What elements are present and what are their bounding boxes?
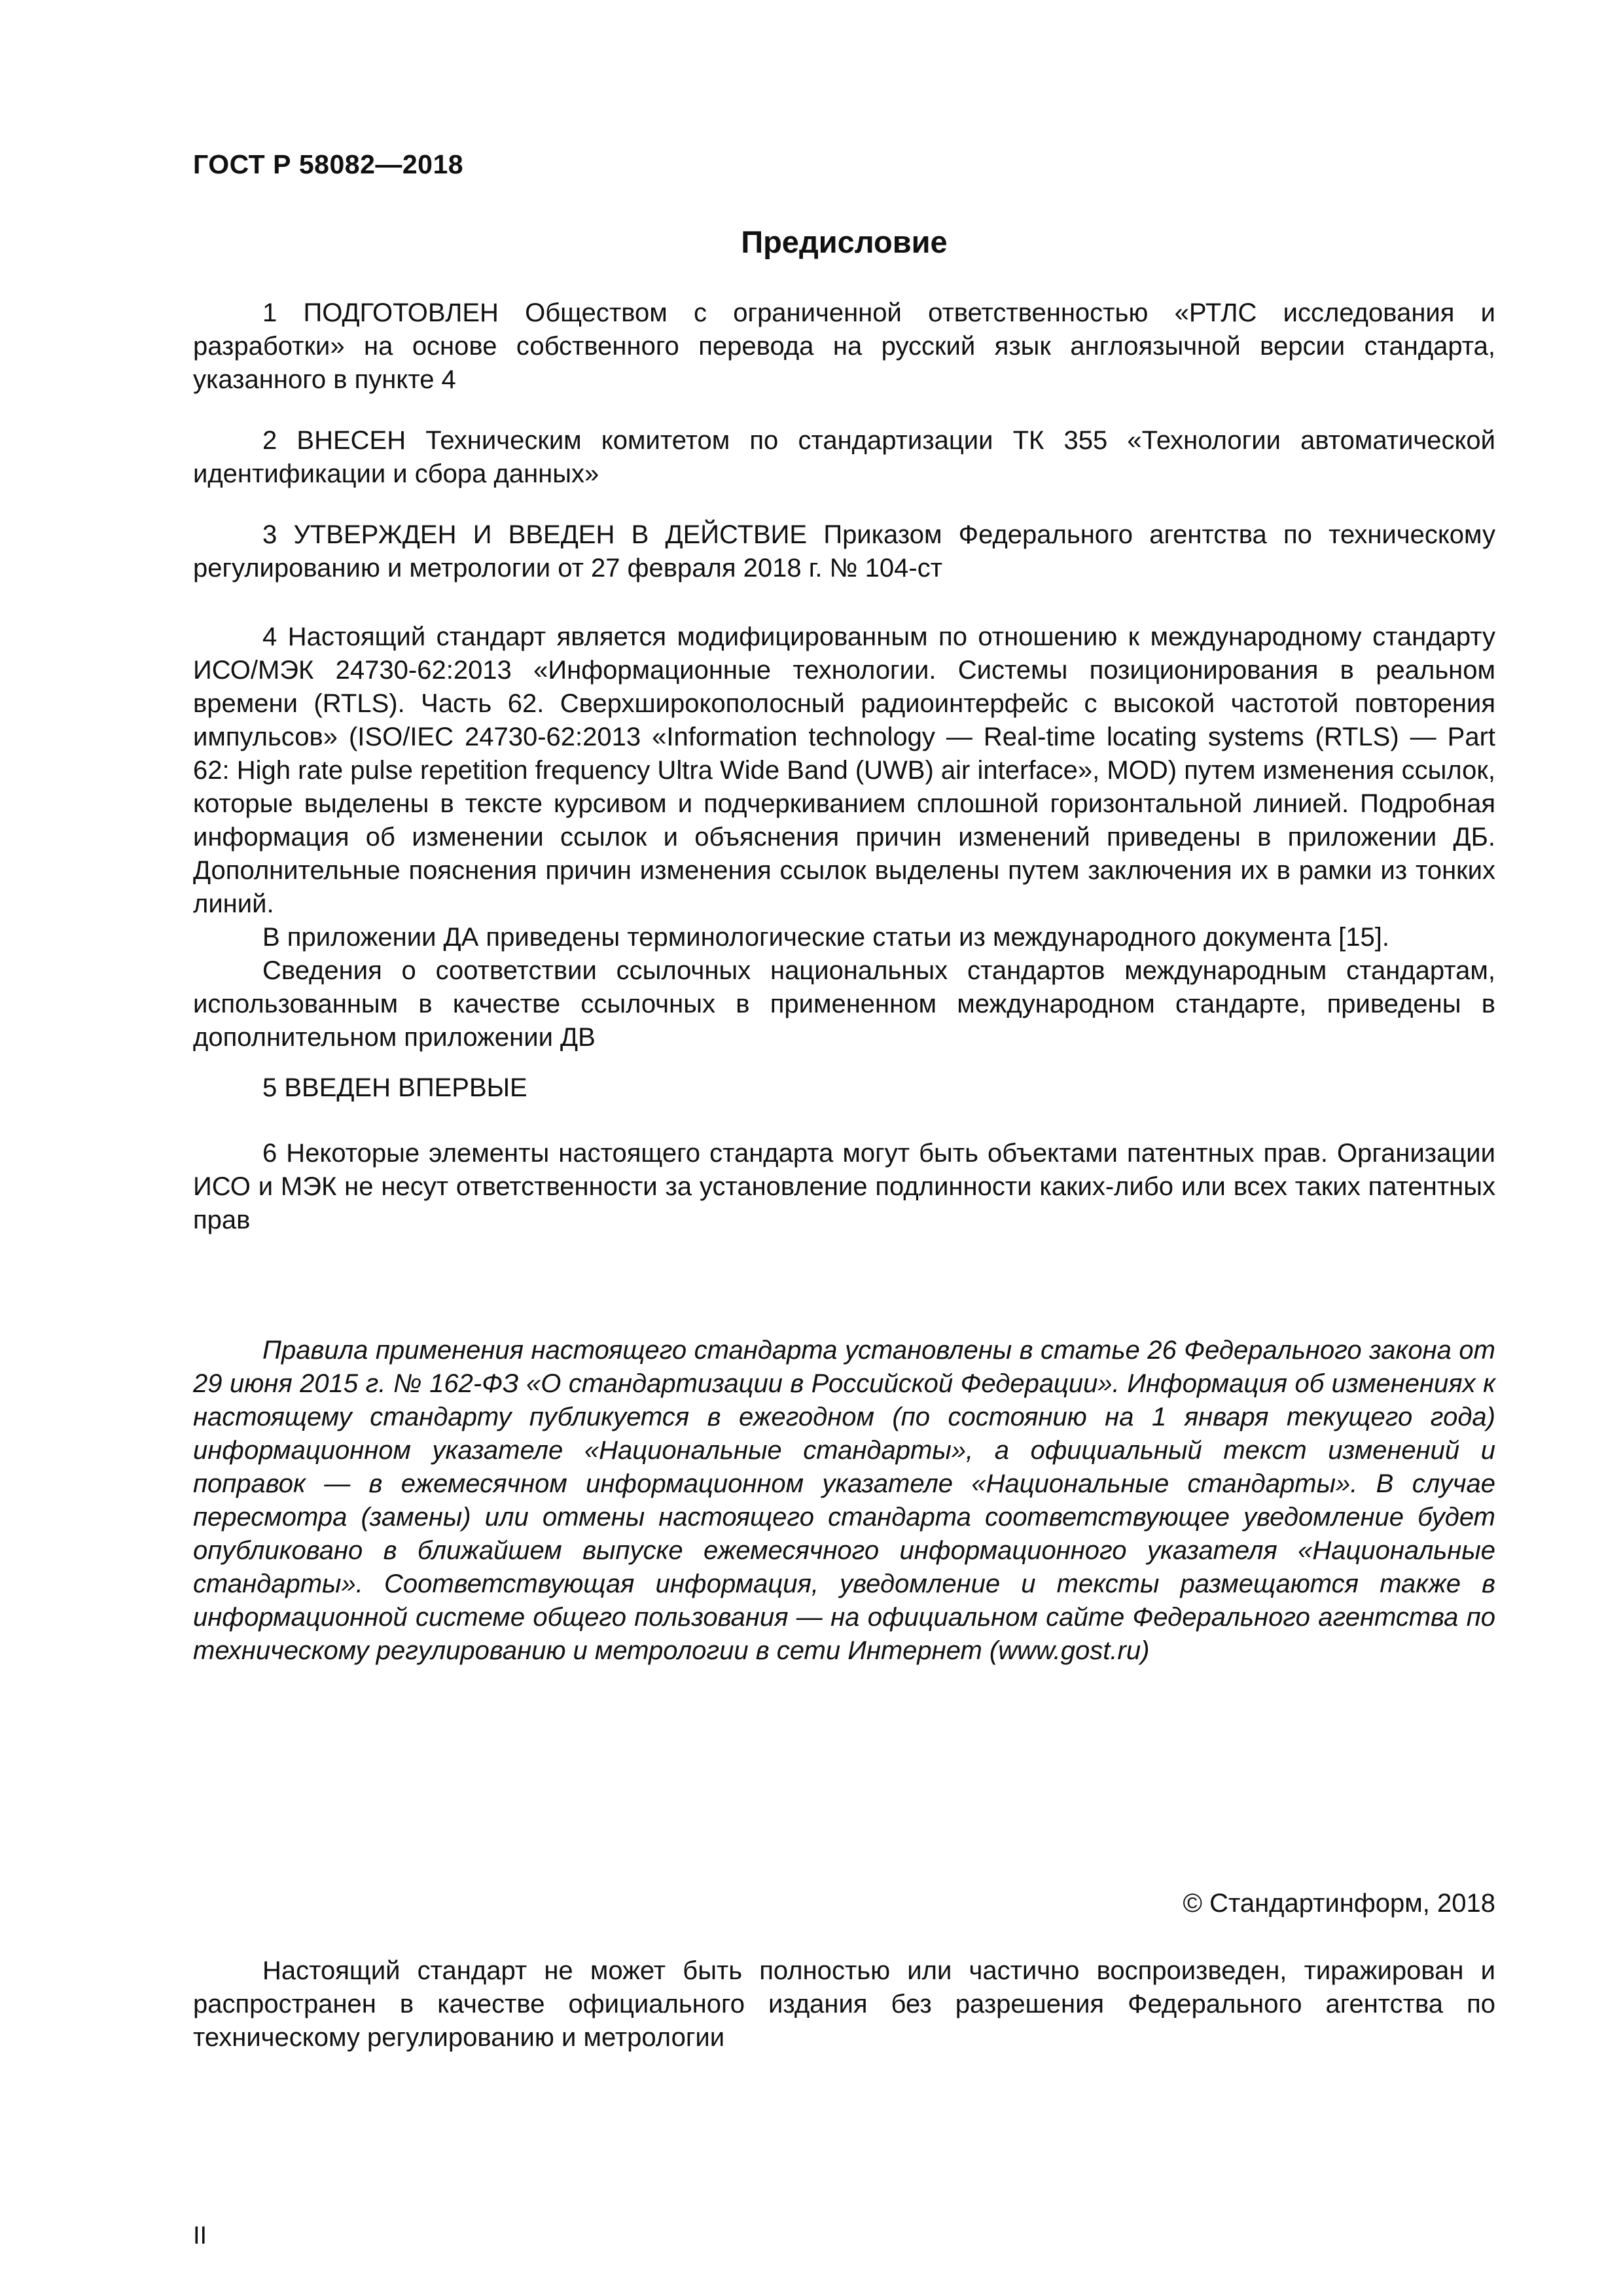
foreword-paragraph: 4 Настоящий стандарт является модифицированным по отношению к международному стандарту ИСО/МЭК 24730-62:2013 «Информационные технологии. Системы позиционирования в реальном времени (RTLS). Часть 62. Сверхширокополосный радиоинтерфейс с высокой частотой повторения импульсов» (ISO/IEC 24730-62:2013 «Information technology — Real-time locating systems (RTLS) — Part 62: High rate pulse repetition frequency Ultra Wide Band (UWB) air interface», MOD) путем изменения ссылок, которые выделены в тексте курсивом и подчеркиванием сплошной горизонтальной линией. Подробная информация об изменении ссылок и объяснения причин изменений приведены в приложении ДБ. Дополнительные пояснения причин изменения ссылок выделены путем заключения их в рамки из тонких линий. [193, 622, 1495, 918]
standard-application-note [193, 1334, 1495, 1668]
foreword-item-1 [193, 296, 1495, 397]
page-title: Предисловие [741, 224, 948, 259]
foreword-item-4 [193, 620, 1495, 1054]
foreword-paragraph: 2 ВНЕСЕН Техническим комитетом по стандартизации ТК 355 «Технологии автоматической идентификации и сбора данных» [193, 426, 1495, 488]
foreword-item-6 [193, 1137, 1495, 1237]
note-text: Правила применения настоящего стандарта установлены в статье 26 Федерального закона от 29 июня 2015 г. № 162-ФЗ «О стандартизации в Российской Федерации». Информация об изменениях к настоящему стандарту публикуется в ежегодном (по состоянию на 1 января текущего года) информационном указателе «Национальные стандарты», а официальный текст изменений и поправок — в ежемесячном информационном указателе «Национальные стандарты». В случае пересмотра (замены) или отмены настоящего стандарта соответствующее уведомление будет опубликовано в ближайшем выпуске ежемесячного информационного указателя «Национальные стандарты». Соответствующая информация, уведомление и тексты размещаются также в информационной системе общего пользования — на официальном сайте Федерального агентства по техническому регулированию и метрологии в сети Интернет (www.gost.ru) [193, 1336, 1495, 1665]
reproduction-text: Настоящий стандарт не может быть полностью или частично воспроизведен, тиражирован и распространен в качестве официального издания без разрешения Федерального агентства по техническому регулированию и метрологии [193, 1956, 1495, 2052]
foreword-paragraph: 5 ВВЕДЕН ВПЕРВЫЕ [262, 1073, 527, 1102]
foreword-paragraph: 1 ПОДГОТОВЛЕН Обществом с ограниченной ответственностью «РТЛС исследования и разработки» на основе собственного перевода на русский язык англоязычной версии стандарта, указанного в пункте 4 [193, 298, 1495, 394]
foreword-item-5 [193, 1071, 1495, 1105]
page-number: II [193, 2222, 207, 2250]
foreword-paragraph: В приложении ДА приведены терминологические статьи из международного документа [15]. [262, 923, 1390, 952]
reproduction-notice [193, 1954, 1495, 2054]
foreword-item-2 [193, 424, 1495, 491]
foreword-paragraph: Сведения о соответствии ссылочных национальных стандартов международным стандартам, использованным в качестве ссылочных в примененном международном стандарте, приведены в дополнительном приложении ДВ [193, 956, 1495, 1052]
document-code: ГОСТ Р 58082—2018 [193, 149, 464, 179]
foreword-paragraph: 3 УТВЕРЖДЕН И ВВЕДЕН В ДЕЙСТВИЕ Приказом Федерального агентства по техническому регулированию и метрологии от 27 февраля 2018 г. № 104-ст [193, 520, 1495, 583]
foreword-item-3 [193, 518, 1495, 585]
foreword-paragraph: 6 Некоторые элементы настоящего стандарта могут быть объектами патентных прав. Организации ИСО и МЭК не несут ответственности за установление подлинности каких-либо или всех таких патентных прав [193, 1139, 1495, 1234]
copyright-notice: © Стандартинформ, 2018 [1183, 1889, 1495, 1918]
